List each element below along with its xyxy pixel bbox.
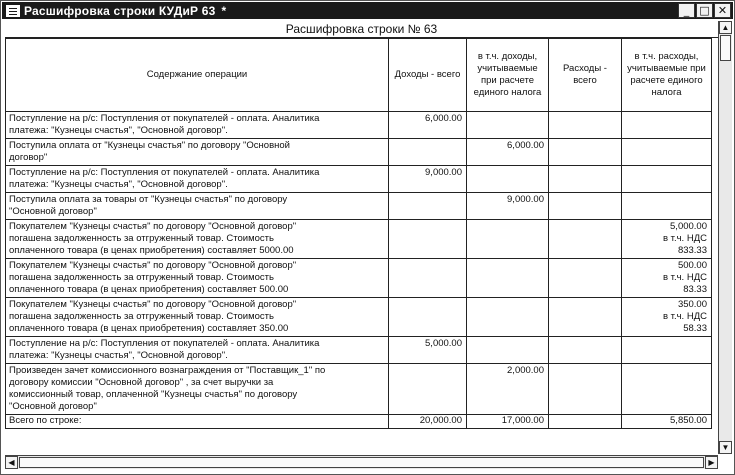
- operation-cell[interactable]: Поступление на р/с: Поступления от покупателей - оплата. Аналитика платежа: "Кузнецы счастья", "Основной договор".: [6, 337, 389, 364]
- expense-tax-cell[interactable]: [622, 337, 712, 364]
- income-cell[interactable]: [389, 259, 467, 298]
- document-icon[interactable]: [6, 5, 20, 17]
- table-row[interactable]: [6, 139, 712, 166]
- vertical-scrollbar[interactable]: [718, 21, 732, 454]
- header-expense-total[interactable]: Расходы - всего: [549, 39, 622, 112]
- income-tax-cell[interactable]: 2,000.00: [467, 364, 549, 415]
- expense-cell[interactable]: [549, 112, 622, 139]
- window-controls: [678, 3, 731, 18]
- income-cell[interactable]: 6,000.00: [389, 112, 467, 139]
- expense-cell[interactable]: [549, 166, 622, 193]
- expense-cell[interactable]: [549, 298, 622, 337]
- minimize-button[interactable]: _: [678, 3, 695, 18]
- income-cell[interactable]: [389, 220, 467, 259]
- operation-cell[interactable]: Произведен зачет комиссионного вознаграждения от "Поставщик_1" по договору комиссии "Основной договор" , за счет выручки за комиссионный товар, оплаченной "Кузнецы счастья" по договору "Основной договор": [6, 364, 389, 415]
- total-expense-tax[interactable]: 5,850.00: [622, 415, 712, 429]
- header-income-total[interactable]: Доходы - всего: [389, 39, 467, 112]
- operation-cell[interactable]: Поступление на р/с: Поступления от покупателей - оплата. Аналитика платежа: "Кузнецы счастья", "Основной договор".: [6, 166, 389, 193]
- table-row[interactable]: [6, 337, 712, 364]
- income-tax-cell[interactable]: [467, 337, 549, 364]
- operation-cell[interactable]: Поступила оплата за товары от "Кузнецы счастья" по договору "Основной договор": [6, 193, 389, 220]
- expense-cell[interactable]: [549, 193, 622, 220]
- expense-cell[interactable]: [549, 259, 622, 298]
- expense-tax-cell[interactable]: [622, 364, 712, 415]
- income-cell[interactable]: 9,000.00: [389, 166, 467, 193]
- table-row[interactable]: [6, 259, 712, 298]
- operation-cell[interactable]: Покупателем "Кузнецы счастья" по договору "Основной договор" погашена задолженность за отгруженный товар. Стоимость оплаченного товара (в ценах приобретения) составляет 5000.00: [6, 220, 389, 259]
- scroll-up-icon[interactable]: ▲: [719, 21, 732, 34]
- expense-cell[interactable]: [549, 139, 622, 166]
- vertical-scroll-thumb[interactable]: [720, 35, 731, 61]
- table-row[interactable]: [6, 220, 712, 259]
- table-row[interactable]: [6, 193, 712, 220]
- report-grid: [5, 21, 718, 454]
- expense-tax-cell[interactable]: 350.00 в т.ч. НДС 58.33: [622, 298, 712, 337]
- table-row[interactable]: [6, 166, 712, 193]
- expense-tax-cell[interactable]: [622, 139, 712, 166]
- income-cell[interactable]: 5,000.00: [389, 337, 467, 364]
- report-rows: [6, 112, 712, 429]
- report-table: [5, 38, 712, 429]
- horizontal-scroll-thumb[interactable]: [19, 457, 704, 468]
- expense-tax-cell[interactable]: [622, 166, 712, 193]
- total-expense[interactable]: [549, 415, 622, 429]
- horizontal-scrollbar[interactable]: [5, 455, 718, 469]
- income-cell[interactable]: [389, 139, 467, 166]
- window-title: Расшифровка строки КУДиР 63: [24, 3, 216, 18]
- operation-cell[interactable]: Поступила оплата от "Кузнецы счастья" по договору "Основной договор": [6, 139, 389, 166]
- income-tax-cell[interactable]: [467, 112, 549, 139]
- table-row[interactable]: [6, 298, 712, 337]
- operation-cell[interactable]: Покупателем "Кузнецы счастья" по договору "Основной договор" погашена задолженность за отгруженный товар. Стоимость оплаченного товара (в ценах приобретения) составляет 500.00: [6, 259, 389, 298]
- income-tax-cell[interactable]: [467, 259, 549, 298]
- scroll-right-icon[interactable]: ▶: [705, 456, 718, 469]
- income-tax-cell[interactable]: [467, 166, 549, 193]
- title-bar[interactable]: [2, 2, 733, 19]
- income-tax-cell[interactable]: 6,000.00: [467, 139, 549, 166]
- income-tax-cell[interactable]: [467, 220, 549, 259]
- income-cell[interactable]: [389, 364, 467, 415]
- expense-cell[interactable]: [549, 337, 622, 364]
- scroll-left-icon[interactable]: ◀: [5, 456, 18, 469]
- maximize-button[interactable]: □: [696, 3, 713, 18]
- expense-tax-cell[interactable]: [622, 112, 712, 139]
- header-row: [6, 39, 712, 112]
- operation-cell[interactable]: Поступление на р/с: Поступления от покупателей - оплата. Аналитика платежа: "Кузнецы счастья", "Основной договор".: [6, 112, 389, 139]
- expense-tax-cell[interactable]: [622, 193, 712, 220]
- operation-cell[interactable]: Покупателем "Кузнецы счастья" по договору "Основной договор" погашена задолженность за отгруженный товар. Стоимость оплаченного товара (в ценах приобретения) составляет 350.00: [6, 298, 389, 337]
- header-expense-tax[interactable]: в т.ч. расходы, учитываемые при расчете единого налога: [622, 39, 712, 112]
- expense-tax-cell[interactable]: 500.00 в т.ч. НДС 83.33: [622, 259, 712, 298]
- total-income-tax[interactable]: 17,000.00: [467, 415, 549, 429]
- total-income[interactable]: 20,000.00: [389, 415, 467, 429]
- income-cell[interactable]: [389, 193, 467, 220]
- expense-tax-cell[interactable]: 5,000.00 в т.ч. НДС 833.33: [622, 220, 712, 259]
- close-button[interactable]: ✕: [714, 3, 731, 18]
- expense-cell[interactable]: [549, 220, 622, 259]
- table-row[interactable]: [6, 112, 712, 139]
- expense-cell[interactable]: [549, 364, 622, 415]
- income-tax-cell[interactable]: 9,000.00: [467, 193, 549, 220]
- income-tax-cell[interactable]: [467, 298, 549, 337]
- total-label: Всего по строке:: [6, 415, 389, 429]
- modified-marker: *: [221, 3, 227, 18]
- income-cell[interactable]: [389, 298, 467, 337]
- table-row[interactable]: [6, 364, 712, 415]
- header-operation[interactable]: Содержание операции: [6, 39, 389, 112]
- scroll-down-icon[interactable]: ▼: [719, 441, 732, 454]
- report-caption: Расшифровка строки № 63: [5, 21, 718, 38]
- header-income-tax[interactable]: в т.ч. доходы, учитываемые при расчете единого налога: [467, 39, 549, 112]
- total-row[interactable]: [6, 415, 712, 429]
